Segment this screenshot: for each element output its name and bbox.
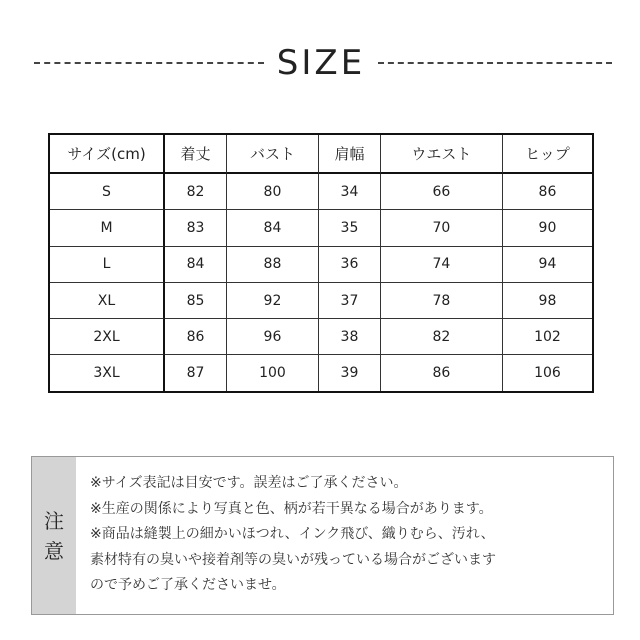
cell-shoulder: 39 <box>319 355 381 390</box>
cell-length: 83 <box>165 210 227 246</box>
page-title: SIZE <box>276 43 366 83</box>
header-hip: ヒップ <box>503 135 592 174</box>
title-dash-right <box>378 62 612 64</box>
header-bust: バスト <box>227 135 319 174</box>
cell-length: 86 <box>165 319 227 355</box>
cell-size: M <box>50 210 165 246</box>
notice-line: ※生産の関係により写真と色、柄が若干異なる場合があります。 <box>90 500 493 517</box>
notice-line: 素材特有の臭いや接着剤等の臭いが残っている場合がございます <box>90 551 496 568</box>
cell-waist: 86 <box>381 355 503 390</box>
cell-size: L <box>50 247 165 283</box>
cell-bust: 84 <box>227 210 319 246</box>
cell-shoulder: 35 <box>319 210 381 246</box>
cell-shoulder: 36 <box>319 247 381 283</box>
notice-text <box>90 471 610 599</box>
cell-hip: 90 <box>503 210 592 246</box>
notice-label-char-1: 注 <box>44 508 64 533</box>
notice-line: ※サイズ表記は目安です。誤差はご了承ください。 <box>90 475 408 491</box>
table-row <box>50 174 592 210</box>
cell-waist: 66 <box>381 174 503 210</box>
notice-label-char-2: 意 <box>44 538 64 563</box>
notice-label <box>32 457 76 614</box>
cell-hip: 106 <box>534 365 561 382</box>
cell-bust: 96 <box>227 319 319 355</box>
table-row <box>50 319 592 355</box>
cell-bust: 88 <box>227 247 319 283</box>
cell-hip: 94 <box>503 247 592 283</box>
header-shoulder: 肩幅 <box>319 135 381 174</box>
cell-hip: 102 <box>503 319 592 355</box>
cell-shoulder: 38 <box>319 319 381 355</box>
cell-length: 85 <box>165 283 227 319</box>
table-row <box>50 210 592 246</box>
cell-size: XL <box>50 283 165 319</box>
cell-waist: 74 <box>381 247 503 283</box>
cell-length: 82 <box>165 174 227 210</box>
header-size: サイズ(cm) <box>50 135 165 174</box>
cell-bust: 92 <box>227 283 319 319</box>
title-dash-left <box>34 62 264 64</box>
notice-box <box>31 456 614 615</box>
cell-size: 2XL <box>50 319 165 355</box>
cell-bust: 80 <box>227 174 319 210</box>
cell-waist: 70 <box>381 210 503 246</box>
size-table <box>48 133 594 393</box>
header-length: 着丈 <box>165 135 227 174</box>
cell-hip: 98 <box>503 283 592 319</box>
title-row <box>0 38 640 88</box>
table-row <box>50 247 592 283</box>
cell-size: 3XL <box>50 355 165 390</box>
notice-line: ※商品は縫製上の細かいほつれ、インク飛び、織りむら、汚れ、 <box>90 526 495 542</box>
table-row <box>50 355 592 390</box>
notice-line: ので予めご了承くださいませ。 <box>90 577 286 593</box>
cell-length: 84 <box>165 247 227 283</box>
cell-shoulder: 34 <box>319 174 381 210</box>
table-row <box>50 283 592 319</box>
header-waist: ウエスト <box>381 135 503 174</box>
table-header-row <box>50 135 592 174</box>
cell-length: 87 <box>165 355 227 390</box>
cell-waist: 82 <box>381 319 503 355</box>
cell-waist: 78 <box>381 283 503 319</box>
cell-shoulder: 37 <box>319 283 381 319</box>
cell-bust: 100 <box>227 355 319 390</box>
cell-hip: 86 <box>503 174 592 210</box>
cell-size: S <box>50 174 165 210</box>
